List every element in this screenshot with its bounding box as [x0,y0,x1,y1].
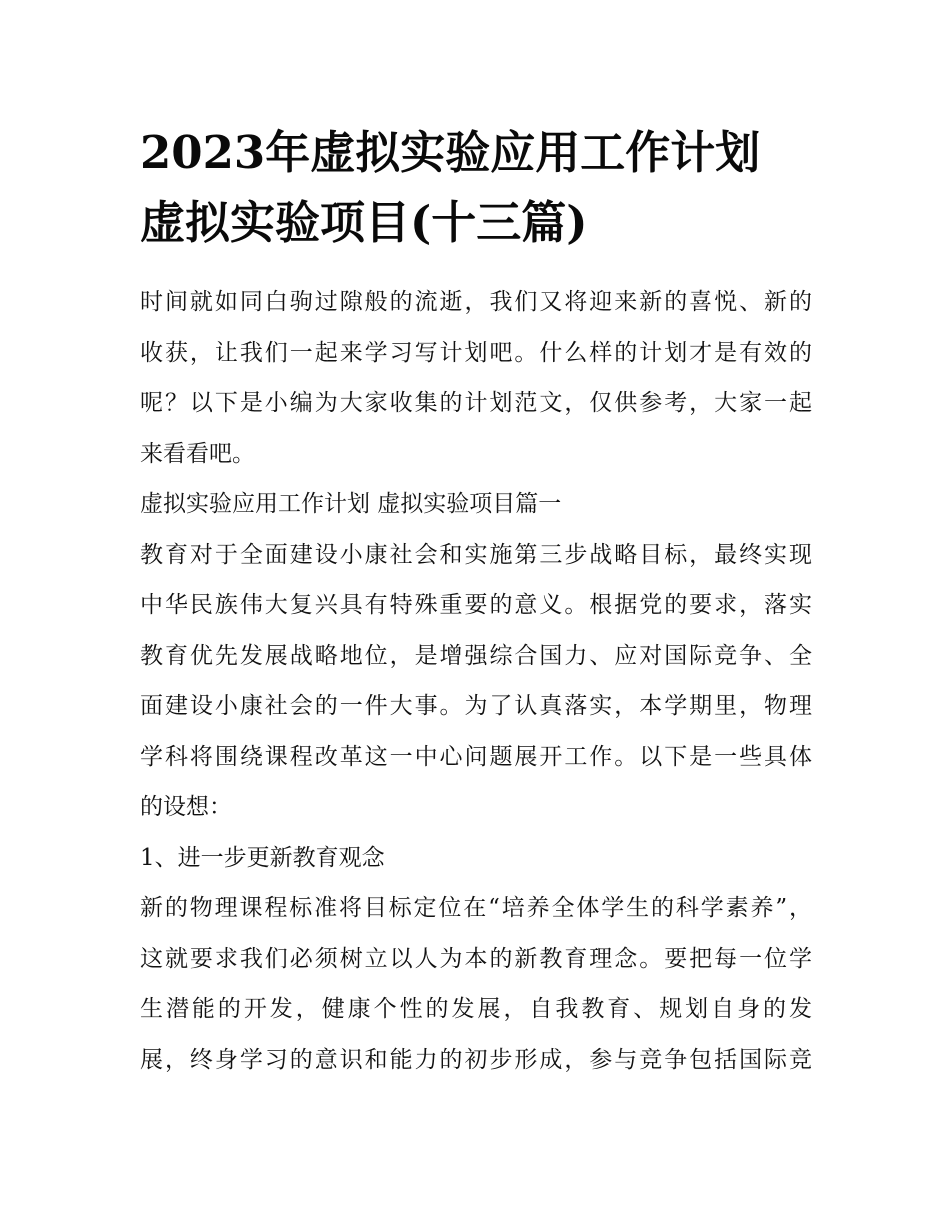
section-paragraph [140,530,812,833]
section-line: 教育优先发展战略地位，是增强综合国力、应对国际竞争、全 [140,642,812,669]
item1-line: 这就要求我们必须树立以人为本的新教育理念。要把每一位学 [140,945,812,972]
title-line-1: 2023年虚拟实验应用工作计划 [140,126,761,179]
intro-paragraph [140,277,812,479]
section-line: 面建设小康社会的一件大事。为了认真落实，本学期里，物理 [140,693,812,719]
intro-line: 来看看吧。 [140,440,255,467]
intro-line: 时间就如同白驹过隙般的流逝，我们又将迎来新的喜悦、新的 [140,289,812,315]
item1-heading [140,833,812,884]
section-line: 教育对于全面建设小康社会和实施第三步战略目标，最终实现 [140,541,812,568]
item1-heading-text: 1、进一步更新教育观念 [140,844,385,871]
section-line: 学科将围绕课程改革这一中心问题展开工作。以下是一些具体 [140,743,812,770]
section-heading [140,479,812,530]
intro-line: 收获，让我们一起来学习写计划吧。什么样的计划才是有效的 [140,339,812,366]
section-heading-text: 虚拟实验应用工作计划 虚拟实验项目篇一 [140,491,562,517]
intro-line: 呢？以下是小编为大家收集的计划范文，仅供参考，大家一起 [140,390,812,416]
document-title [140,118,812,258]
section-line: 的设想： [140,794,232,820]
item1-paragraph [140,883,812,1085]
item1-line: 展，终身学习的意识和能力的初步形成，参与竞争包括国际竞 [140,1046,812,1073]
title-line-2: 虚拟实验项目(十三篇) [140,196,588,249]
section-line: 中华民族伟大复兴具有特殊重要的意义。根据党的要求，落实 [140,592,812,618]
document-body [140,277,812,1085]
item1-line: 生潜能的开发，健康个性的发展，自我教育、规划自身的发 [140,996,812,1022]
item1-line: 新的物理课程标准将目标定位在“培养全体学生的科学素养”， [140,895,812,921]
